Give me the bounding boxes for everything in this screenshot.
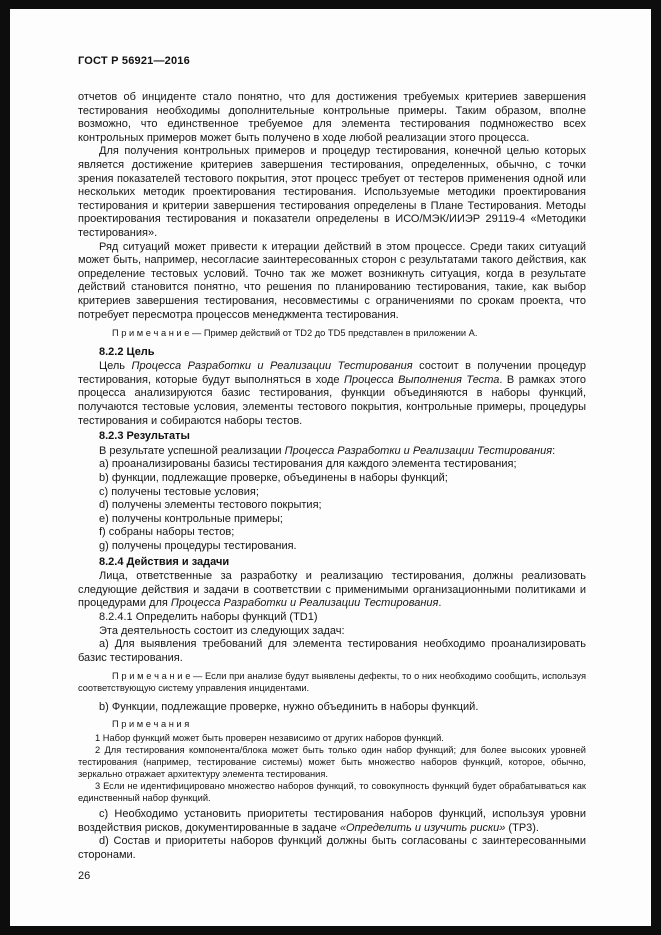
note-item: 2 Для тестирования компонента/блока может быть только один набор функций; для более высоких уровней тестирования (например, тестирование системы) может быть множество наборов функций, которое, обычно, зеркально отражает архитектуру элемента тестирования. — [78, 745, 586, 779]
subsection-heading-8-2-4-1: 8.2.4.1 Определить наборы функций (TD1) — [99, 610, 318, 623]
list-item: b) Функции, подлежащие проверке, нужно объединить в наборы функций. — [99, 700, 479, 713]
paragraph: Цель Процесса Разработки и Реализации Тестирования состоит в получении процедур тестирования, которые будут выполняться в ходе Процесса Выполнения Теста. В рамках этого процесса анализируются базис тестирования, функции объединяются в наборы функций, получаются тестовые условия, элементы тестового покрытия, контрольные примеры, процедуры тестирования и собираются наборы тестов. — [78, 360, 586, 427]
notes-block — [78, 719, 586, 804]
document-page — [10, 9, 651, 926]
list-item: c) Необходимо установить приоритеты тестирования наборов функций, используя уровни воздействия рисков, документированные в задаче «Определить и изучить риски» (TP3). — [78, 808, 586, 834]
list-item: a) Для выявления требований для элемента тестирования необходимо проанализировать базис тестирования. — [78, 638, 586, 664]
paragraph: Для получения контрольных примеров и процедур тестирования, конечной целью которых является достижение критериев завершения тестирования, определенных, обычно, с точки зрения показателей тестового покрытия, этот процесс требует от тестеров применения одной или нескольких методик проектирования тестирования. Используемые методики проектирования тестирования и критерии завершения тестирования определены в Плане Тестирования. Методы проектирования тестирования и показатели определены в ИСО/МЭК/ИИЭР 29119-4 «Методики тестирования». — [78, 145, 586, 239]
paragraph: Ряд ситуаций может привести к итерации действий в этом процессе. Среди таких ситуаций может быть, например, несогласие заинтересованных сторон с результатами такого действия, как определение тестовых условий. Точно так же может возникнуть ситуация, когда в результате действий становится понятно, что решения по планированию тестирования, такие, как выбор критериев завершения тестирования, несовместимы с ограничениями по срокам проекта, что потребует пересмотра процессов менеджмента тестирования. — [78, 240, 586, 321]
list-item: d) Состав и приоритеты наборов функций должны быть согласованы с заинтересованными сторонами. — [78, 835, 586, 862]
document-body — [78, 91, 586, 863]
section-heading-8-2-2: 8.2.2 Цель — [99, 345, 155, 358]
list-item: d) получены элементы тестового покрытия; — [99, 499, 322, 512]
section-heading-8-2-4: 8.2.4 Действия и задачи — [99, 555, 230, 568]
paragraph: отчетов об инциденте стало понятно, что для достижения требуемых критериев завершения тестирования необходимы дополнительные контрольные примеры. Таким образом, вполне возможно, что единственное требуемое для элемента тестирования подмножество всех контрольных примеров может быть получено в ходе любой реализации этого процесса. — [78, 91, 586, 144]
list-item: e) получены контрольные примеры; — [99, 512, 283, 525]
paragraph: Лица, ответственные за разработку и реализацию тестирования, должны реализовать следующие действия и задачи в соответствии с применимыми организационными политиками и процедурами для Процесса Разработки и Реализации Тестирования. — [78, 570, 586, 610]
note-item: 3 Если не идентифицировано множество наборов функций, то совокупность функций будет обрабатываться как единственный набор функций. — [78, 781, 586, 803]
list-item: f) собраны наборы тестов; — [99, 526, 235, 539]
list-item: c) получены тестовые условия; — [99, 485, 259, 498]
page-number: 26 — [78, 870, 91, 882]
paragraph: В результате успешной реализации Процесса Разработки и Реализации Тестирования: — [99, 444, 556, 457]
list-item: g) получены процедуры тестирования. — [99, 540, 297, 552]
list-item: a) проанализированы базисы тестирования для каждого элемента тестирования; — [99, 458, 517, 471]
paragraph: Эта деятельность состоит из следующих задач: — [99, 624, 345, 637]
note: П р и м е ч а н и е — Если при анализе будут выявлены дефекты, то о них необходимо сообщить, используя соответствующую систему управления инцидентами. — [78, 671, 586, 693]
doc-number-header: ГОСТ Р 56921—2016 — [78, 55, 190, 67]
note: П р и м е ч а н и е — Пример действий от TD2 до TD5 представлен в приложении А. — [112, 328, 478, 339]
section-heading-8-2-3: 8.2.3 Результаты — [99, 430, 190, 443]
notes-heading: П р и м е ч а н и я — [112, 719, 190, 730]
list-item: b) функции, подлежащие проверке, объединены в наборы функций; — [99, 472, 448, 485]
note-item: 1 Набор функций может быть проверен независимо от других наборов функций. — [95, 732, 444, 743]
